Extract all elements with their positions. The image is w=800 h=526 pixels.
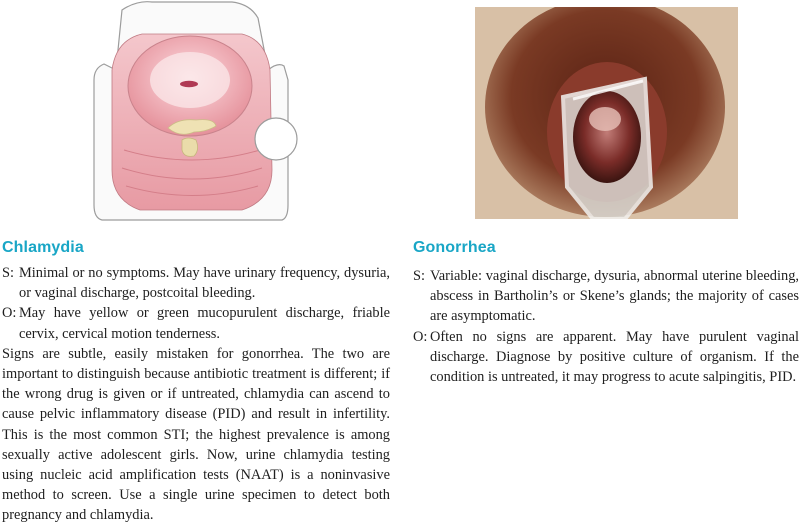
gonorrhea-objective xyxy=(413,327,799,388)
chlamydia-section xyxy=(2,238,390,526)
objective-label: O: xyxy=(2,305,17,322)
speculum-exam-photo xyxy=(475,7,738,219)
gonorrhea-subjective xyxy=(413,266,799,327)
chlamydia-heading: Chlamydia xyxy=(2,239,84,256)
chlamydia-paragraph: Signs are subtle, easily mistaken for gonorrhea. The two are important to distinguish because antibiotic treatment is different; if the wrong drug is given or if untreated, chlamydia can ascend to cause pelvic inflammatory disease (PID) and result in infertility. This is the most common STI; the highest prevalence is among sexually active adolescent girls. Now, urine chlamydia testing using nucleic acid amplification tests (NAAT) is a noninvasive method to screen. Use a single urine specimen to detect both pregnancy and chlamydia. xyxy=(2,345,390,524)
subjective-label: S: xyxy=(2,265,15,281)
chlamydia-subjective-text: Minimal or no symptoms. May have urinary frequency, dysuria, or vaginal discharge, postcoital bleeding. xyxy=(19,265,390,302)
gonorrhea-subjective-text: Variable: vaginal discharge, dysuria, abnormal uterine bleeding, abscess in Bartholin’s or Skene’s glands; the majority of cases are asymptomatic. xyxy=(430,268,799,325)
gonorrhea-objective-text: Often no signs are apparent. May have purulent vaginal discharge. Diagnose by positive culture of organism. If the condition is untreated, it may progress to acute salpingitis, PID. xyxy=(430,328,799,386)
chlamydia-subjective xyxy=(2,263,390,303)
chlamydia-objective xyxy=(2,303,390,343)
chlamydia-objective-text: May have yellow or green mucopurulent discharge, friable cervix, cervical motion tenderness. xyxy=(19,305,390,342)
gonorrhea-section xyxy=(413,238,799,387)
cervix-illustration xyxy=(82,0,300,222)
gonorrhea-heading: Gonorrhea xyxy=(413,239,496,256)
subjective-label: S: xyxy=(413,268,426,284)
objective-label: O: xyxy=(413,328,428,345)
